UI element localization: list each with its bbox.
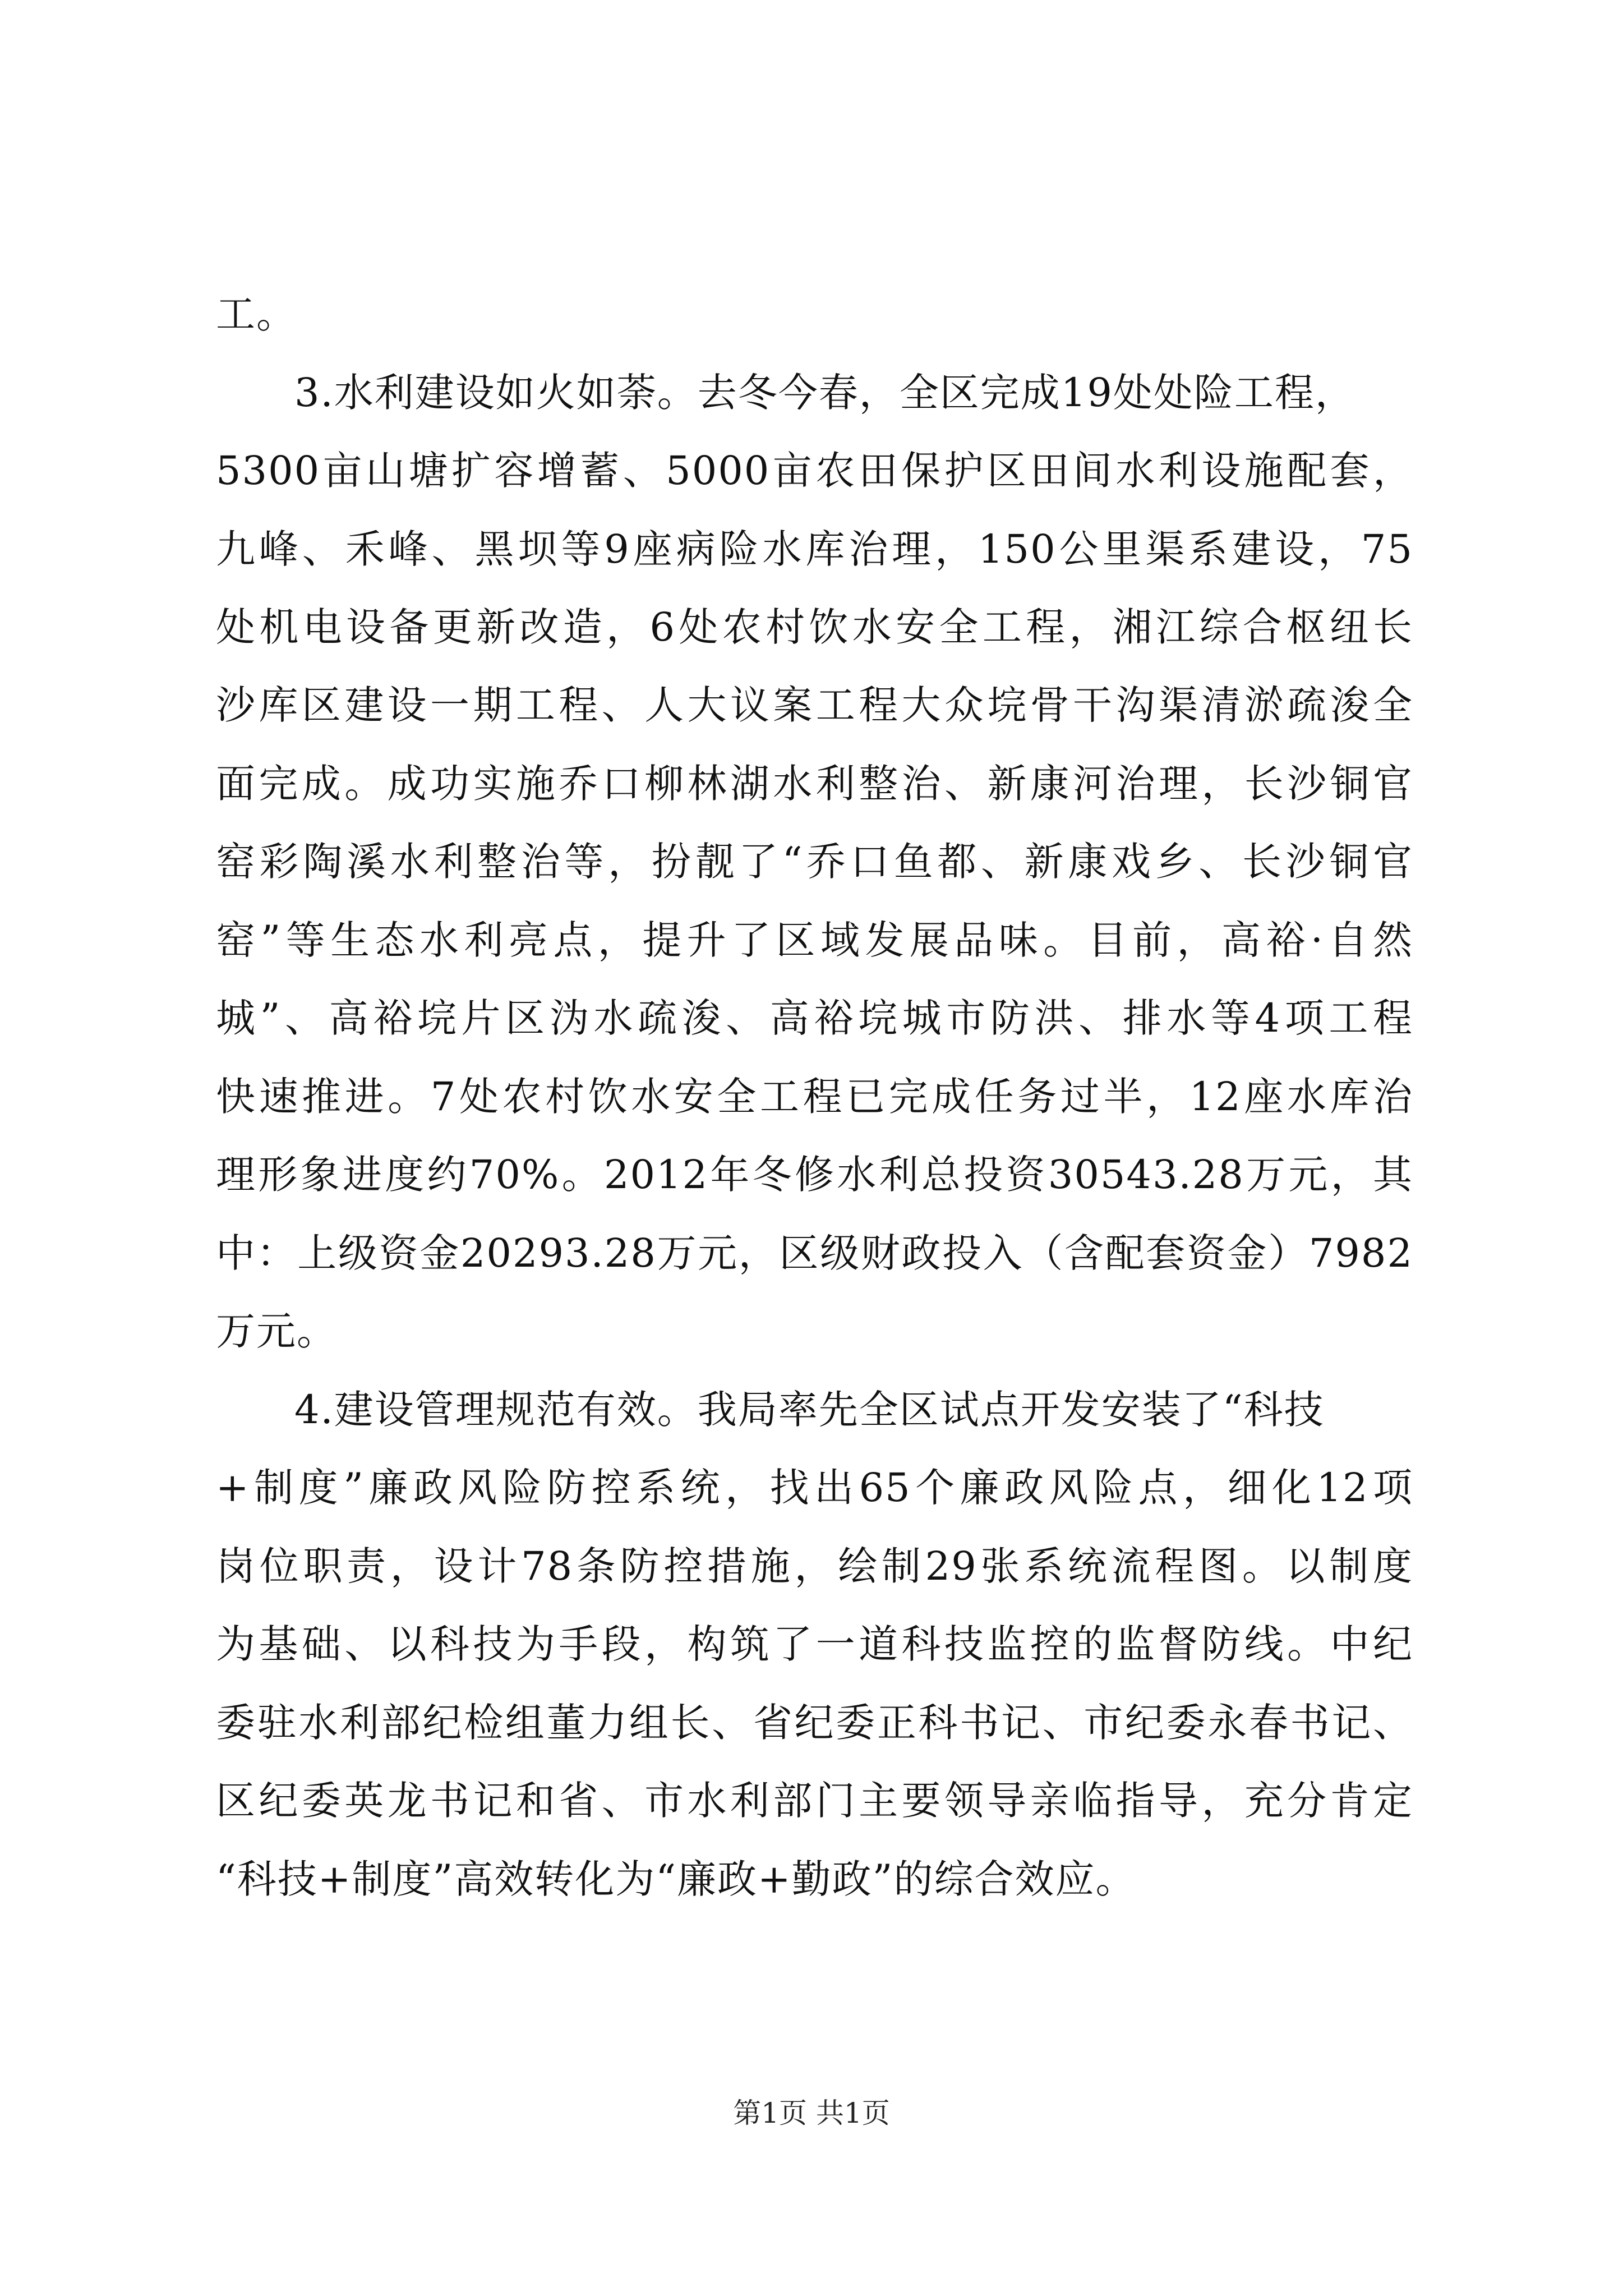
- text-line-17: 岗位职责，设计78条防控措施，绘制29张系统流程图。以制度: [216, 1543, 1413, 1589]
- text-line-5: 处机电设备更新改造，6处农村饮水安全工程，湘江综合枢纽长: [216, 604, 1413, 650]
- page-footer: 第1页 共1页: [733, 2097, 890, 2129]
- text-line-18: 为基础、以科技为手段，构筑了一道科技监控的监督防线。中纪: [216, 1621, 1413, 1667]
- text-line-15: 4.建设管理规范有效。我局率先全区试点开发安装了“科技: [294, 1387, 1325, 1433]
- text-line-16: +制度”廉政风险防控系统，找出65个廉政风险点，细化12项: [216, 1465, 1413, 1511]
- text-line-8: 窑彩陶溪水利整治等，扮靓了“乔口鱼都、新康戏乡、长沙铜官: [216, 839, 1413, 885]
- text-line-1: 工。: [216, 291, 297, 337]
- text-line-13: 中：上级资金20293.28万元，区级财政投入（含配套资金）7982: [216, 1230, 1413, 1276]
- text-line-6: 沙库区建设一期工程、人大议案工程大众垸骨干沟渠清淤疏浚全: [216, 682, 1413, 728]
- text-line-14: 万元。: [216, 1308, 337, 1354]
- text-line-4: 九峰、禾峰、黑坝等9座病险水库治理，150公里渠系建设，75: [216, 526, 1413, 572]
- text-line-2: 3.水利建设如火如荼。去冬今春，全区完成19处处险工程，: [294, 370, 1355, 416]
- text-line-21: “科技+制度”高效转化为“廉政+勤政”的综合效应。: [216, 1856, 1136, 1902]
- text-line-20: 区纪委英龙书记和省、市水利部门主要领导亲临指导，充分肯定: [216, 1778, 1413, 1824]
- text-line-12: 理形象进度约70%。2012年冬修水利总投资30543.28万元，其: [216, 1152, 1413, 1198]
- text-line-19: 委驻水利部纪检组董力组长、省纪委正科书记、市纪委永春书记、: [216, 1700, 1413, 1746]
- text-line-7: 面完成。成功实施乔口柳林湖水利整治、新康河治理，长沙铜官: [216, 761, 1413, 807]
- text-line-9: 窑”等生态水利亮点，提升了区域发展品味。目前，高裕·自然: [216, 917, 1413, 963]
- text-line-3: 5300亩山塘扩容增蓄、5000亩农田保护区田间水利设施配套，: [216, 448, 1413, 494]
- text-line-11: 快速推进。7处农村饮水安全工程已完成任务过半，12座水库治: [216, 1074, 1413, 1120]
- text-line-10: 城”、高裕垸片区沩水疏浚、高裕垸城市防洪、排水等4项工程: [216, 995, 1413, 1041]
